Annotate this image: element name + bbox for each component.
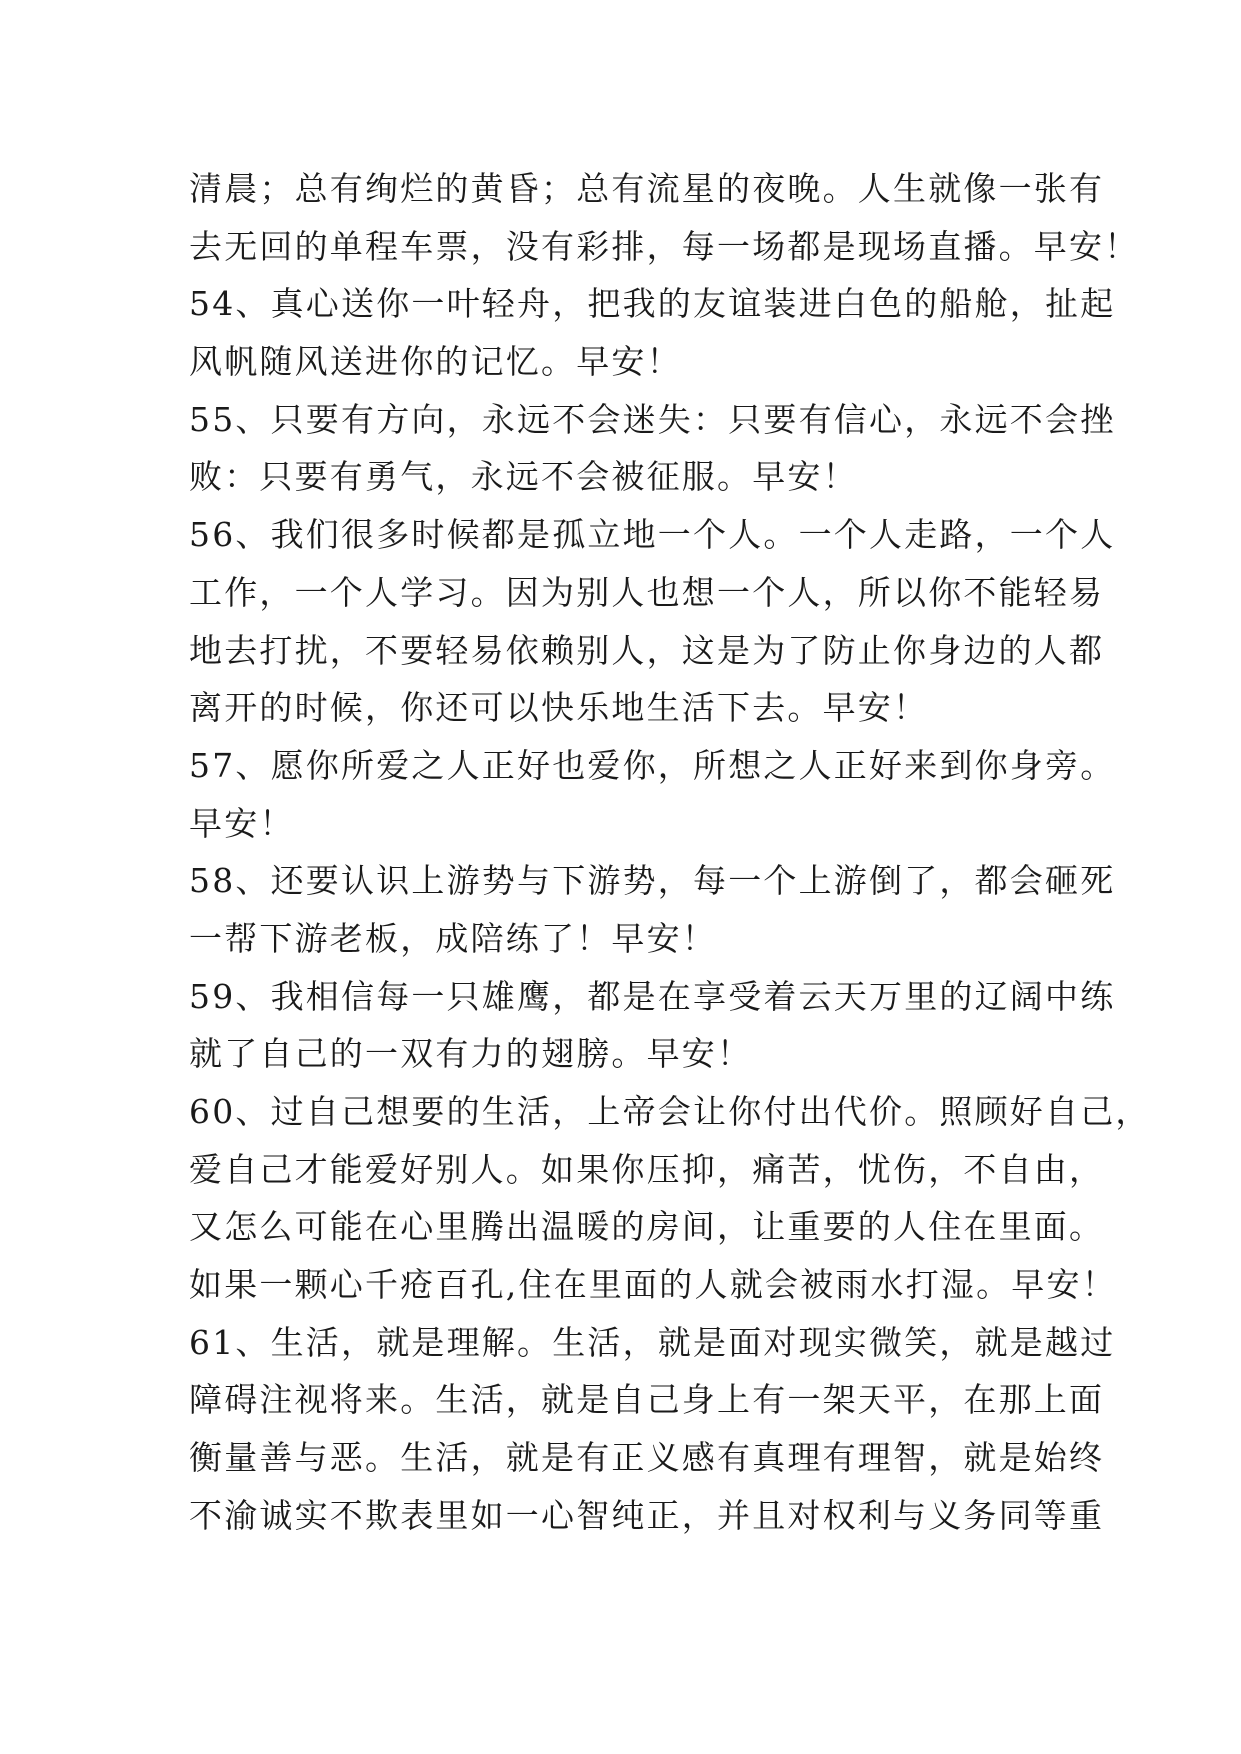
body-text [189,160,1151,1545]
text-line: 54、真心送你一叶轻舟，把我的友谊装进白色的船舱，扯起 [189,284,1116,324]
text-line: 57、愿你所爱之人正好也爱你，所想之人正好来到你身旁。 [189,745,1116,785]
text-line: 59、我相信每一只雄鹰，都是在享受着云天万里的辽阔中练 [189,976,1116,1016]
text-line: 障碍注视将来。生活，就是自己身上有一架天平，在那上面 [189,1380,1105,1420]
text-line: 去无回的单程车票，没有彩排，每一场都是现场直播。早安！ [189,226,1140,266]
text-line: 又怎么可能在心里腾出温暖的房间，让重要的人住在里面。 [189,1207,1105,1247]
text-line: 56、我们很多时候都是孤立地一个人。一个人走路，一个人 [189,515,1116,555]
text-line: 不渝诚实不欺表里如一心智纯正，并且对权利与义务同等重 [189,1495,1105,1535]
text-line: 离开的时候，你还可以快乐地生活下去。早安！ [189,688,929,728]
text-line: 61、生活，就是理解。生活，就是面对现实微笑，就是越过 [189,1322,1116,1362]
text-line: 就了自己的一双有力的翅膀。早安！ [189,1034,753,1074]
text-line: 如果一颗心千疮百孔,住在里面的人就会被雨水打湿。早安！ [189,1265,1117,1305]
text-line: 一帮下游老板，成陪练了！早安！ [189,918,717,958]
text-line: 地去打扰，不要轻易依赖别人，这是为了防止你身边的人都 [189,630,1105,670]
text-line: 60、过自己想要的生活，上帝会让你付出代价。照顾好自己， [189,1092,1151,1131]
text-line: 清晨；总有绚烂的黄昏；总有流星的夜晚。人生就像一张有 [189,169,1105,208]
text-line: 衡量善与恶。生活，就是有正义感有真理有理智，就是始终 [189,1438,1105,1478]
text-line: 工作，一个人学习。因为别人也想一个人，所以你不能轻易 [189,572,1105,612]
text-line: 58、还要认识上游势与下游势，每一个上游倒了，都会砸死 [189,861,1116,901]
text-line: 爱自己才能爱好别人。如果你压抑，痛苦，忧伤，不自由， [189,1149,1105,1189]
text-line: 风帆随风送进你的记忆。早安！ [189,342,682,382]
text-line: 败：只要有勇气，永远不会被征服。早安！ [189,457,858,497]
text-line: 早安！ [189,803,295,843]
text-line: 55、只要有方向，永远不会迷失：只要有信心，永远不会挫 [189,399,1116,439]
